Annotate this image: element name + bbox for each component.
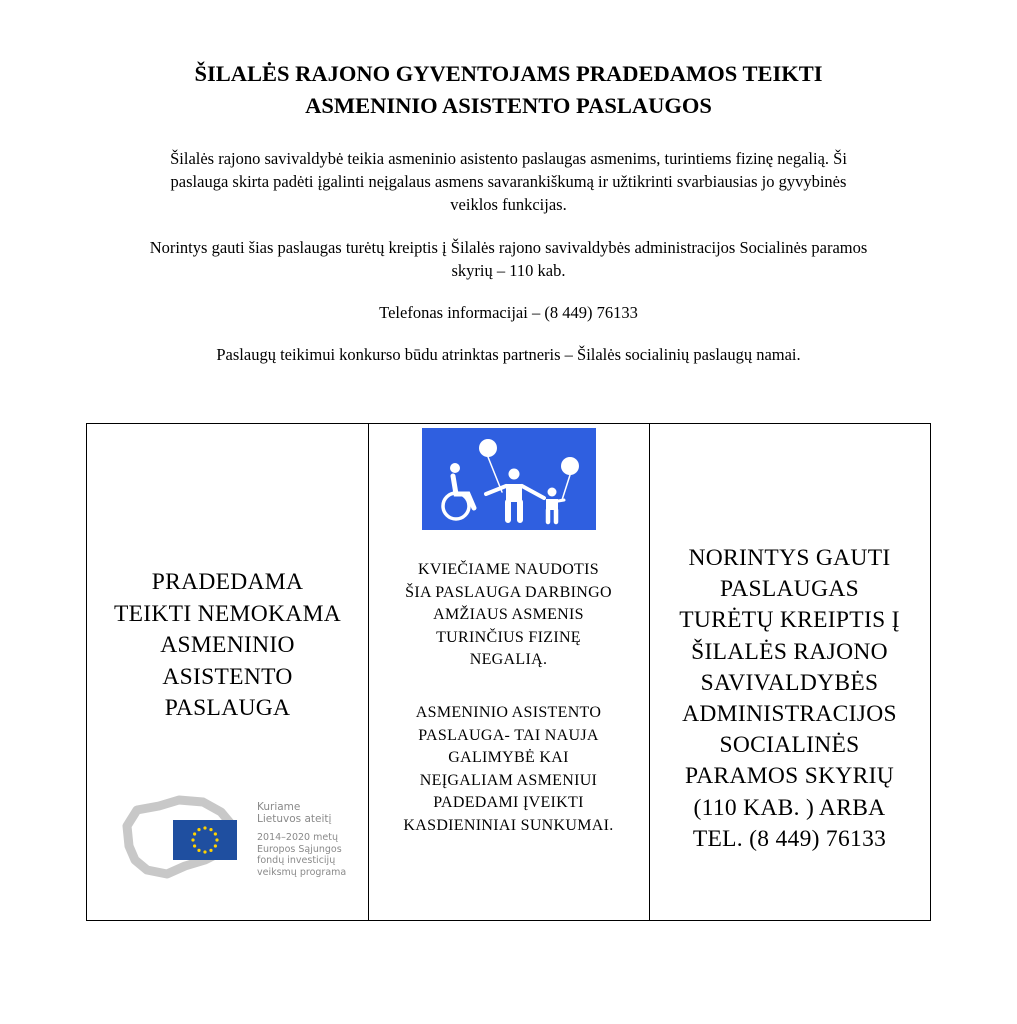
invitation-line: KVIEČIAME NAUDOTIS [418,561,599,578]
logo-line: 2014–2020 metų [257,832,338,843]
table-column-2 [368,424,650,920]
invitation-line: AMŽIAUS ASMENIS [433,606,584,623]
invitation-text [368,559,649,672]
contact-line: ŠILALĖS RAJONO [691,638,888,665]
eu-star [215,838,218,841]
eu-star [203,826,206,829]
intro-paragraph-1 [40,147,977,216]
intro-paragraph-2 [40,236,977,282]
table-column-3 [649,424,930,920]
contact-line: TURĖTŲ KREIPTIS Į [679,607,900,634]
eu-star [214,832,217,835]
phone-info [40,301,977,324]
announcement-line: TEIKTI NEMOKAMA [113,600,342,627]
eu-star [209,828,212,831]
logo-line: Lietuvos ateitį [257,813,332,825]
title-line-2: ASMENINIO ASISTENTO PASLAUGOS [305,93,712,118]
intro-line: paslauga skirta padėti įgalinti neįgalaus asmens savarankiškumą ir užtikrinti svarbiausias jo gyvybinės [170,172,847,191]
invitation-line: ŠIA PASLAUGA DARBINGO [405,583,612,601]
partner-info [40,343,977,366]
eu-star [214,844,217,847]
announcement-line: ASISTENTO [162,663,293,690]
lithuania-map-eu-flag-icon [113,794,253,884]
description-line: NEĮGALIAM ASMENIUI [419,771,598,789]
logo-line: fondų investicijų [257,855,336,866]
wheelchair-family-balloons-icon [422,428,596,530]
eu-star [191,838,194,841]
description-line: PASLAUGA- TAI NAUJA [418,726,599,744]
contact-instructions [649,543,930,855]
eu-star [209,849,212,852]
intro-line: Šilalės rajono savivaldybė teikia asmeninio asistento paslaugas asmenims, turintiems fizinę negalią. Ši [170,149,847,168]
logo-line: veiksmų programa [257,866,347,878]
eu-funds-logo [113,794,353,884]
contact-line: TEL. (8 449) 76133 [692,825,887,852]
announcement-line: ASMENINIO [160,632,295,658]
contact-line: PARAMOS SKYRIŲ [684,763,895,790]
contact-line: ADMINISTRACIJOS [682,701,897,728]
contact-line: (110 KAB. ) ARBA [693,794,886,821]
description-line: GALIMYBĖ KAI [448,749,569,766]
intro-line: Norintys gauti šias paslaugas turėtų kreiptis į Šilalės rajono savivaldybės administracijos Socialinės paramos [149,238,868,257]
description-line: PADEDAMI ĮVEIKTI [433,794,584,811]
table-column-1 [87,424,369,920]
intro-line: skyrių – 110 kab. [451,261,566,280]
eu-star [197,849,200,852]
service-description [368,702,649,837]
invitation-line: NEGALIĄ. [469,651,548,668]
contact-line: PASLAUGAS [720,576,859,603]
phone-info-text: Telefonas informacijai – (8 449) 76133 [379,303,638,322]
announcement-line: PASLAUGA [164,695,291,721]
logo-line: Kuriame [257,801,301,813]
contact-line: SOCIALINĖS [719,732,860,759]
eu-star [203,850,206,853]
contact-line: NORINTYS GAUTI [688,545,891,571]
assistant-sign-image [422,428,596,530]
title-line-1: ŠILALĖS RAJONO GYVENTOJAMS PRADEDAMOS TEIKTI [194,61,823,86]
free-service-announcement [87,567,368,725]
description-line: ASMENINIO ASISTENTO [415,704,602,721]
eu-star [193,844,196,847]
eu-logo-caption [257,801,367,878]
partner-info-text: Paslaugų teikimui konkurso būdu atrinktas partneris – Šilalės socialinių paslaugų namai. [216,345,801,364]
eu-star [193,832,196,835]
info-table [86,423,931,921]
contact-line: SAVIVALDYBĖS [700,669,879,696]
intro-line: veiklos funkcijas. [450,195,567,214]
eu-star [197,828,200,831]
logo-line: Europos Sąjungos [257,843,342,855]
page-title [0,58,1017,122]
invitation-line: TURINČIUS FIZINĘ [436,628,581,646]
announcement-line: PRADEDAMA [151,569,304,595]
description-line: KASDIENINIAI SUNKUMAI. [403,816,614,834]
